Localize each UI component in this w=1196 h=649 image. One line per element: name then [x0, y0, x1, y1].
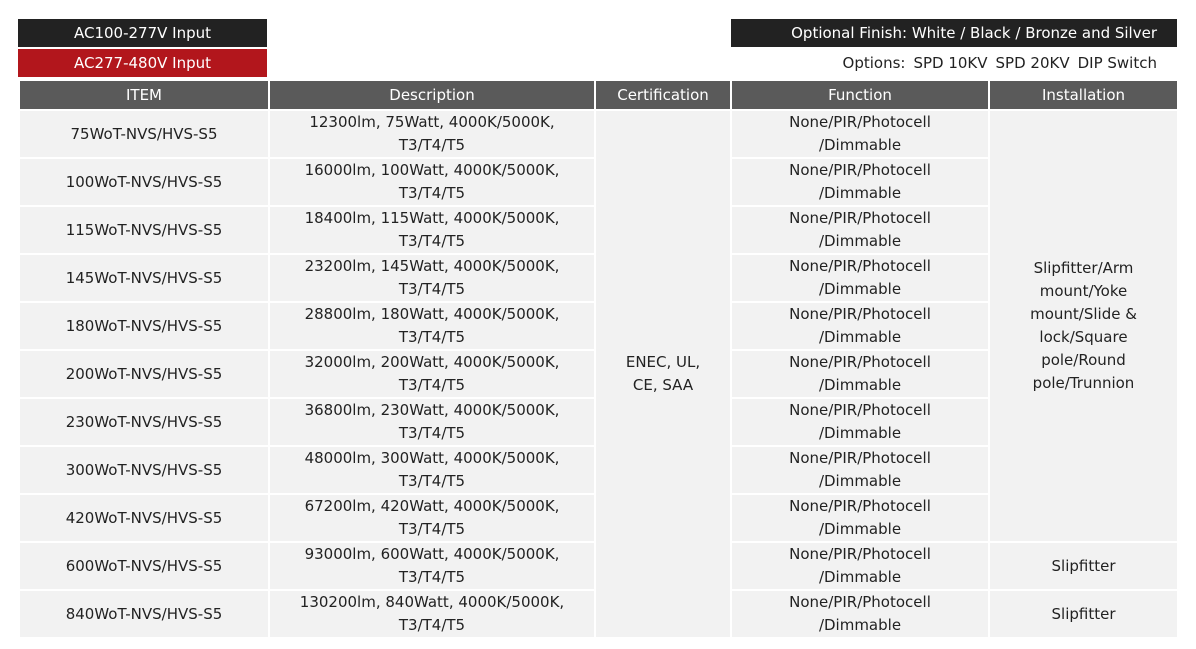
certification-line: ENEC, UL,	[625, 353, 701, 371]
description-line: 28800lm, 180Watt, 4000K/5000K,	[304, 305, 560, 323]
function-line: None/PIR/Photocell	[789, 449, 931, 467]
description-cell	[269, 398, 595, 446]
description-line: 12300lm, 75Watt, 4000K/5000K,	[309, 113, 555, 131]
description-cell	[269, 542, 595, 590]
function-cell	[731, 254, 989, 302]
function-line: None/PIR/Photocell	[789, 545, 931, 563]
description-line: T3/T4/T5	[398, 568, 466, 586]
table-header-row	[19, 80, 1178, 110]
function-line: None/PIR/Photocell	[789, 497, 931, 515]
description-line: 48000lm, 300Watt, 4000K/5000K,	[304, 449, 560, 467]
description-line: T3/T4/T5	[398, 616, 466, 634]
function-line: /Dimmable	[818, 424, 902, 442]
item-cell: 300WoT-NVS/HVS-S5	[19, 446, 269, 494]
description-line: 67200lm, 420Watt, 4000K/5000K,	[304, 497, 560, 515]
item-cell: 840WoT-NVS/HVS-S5	[19, 590, 269, 638]
function-line: None/PIR/Photocell	[789, 113, 931, 131]
item-cell: 100WoT-NVS/HVS-S5	[19, 158, 269, 206]
function-cell	[731, 446, 989, 494]
installation-cell: Slipfitter	[989, 590, 1178, 638]
description-cell	[269, 158, 595, 206]
function-cell	[731, 110, 989, 158]
description-line: T3/T4/T5	[398, 280, 466, 298]
function-line: /Dimmable	[818, 568, 902, 586]
description-line: T3/T4/T5	[398, 520, 466, 538]
options-label: Options:	[842, 54, 906, 72]
header-certification: Certification	[595, 80, 731, 110]
certification-cell	[595, 110, 731, 638]
function-line: None/PIR/Photocell	[789, 161, 931, 179]
function-line: None/PIR/Photocell	[789, 353, 931, 371]
item-cell: 230WoT-NVS/HVS-S5	[19, 398, 269, 446]
description-line: 16000lm, 100Watt, 4000K/5000K,	[304, 161, 560, 179]
function-line: /Dimmable	[818, 520, 902, 538]
description-line: T3/T4/T5	[398, 472, 466, 490]
item-cell: 145WoT-NVS/HVS-S5	[19, 254, 269, 302]
function-line: /Dimmable	[818, 184, 902, 202]
installation-line: pole/Trunnion	[1032, 374, 1135, 392]
input-badge-ac100-277: AC100-277V Input	[18, 19, 267, 47]
function-line: /Dimmable	[818, 136, 902, 154]
option-dip-switch: DIP Switch	[1077, 54, 1157, 72]
description-line: T3/T4/T5	[398, 232, 466, 250]
table-row	[19, 110, 1178, 158]
installation-line: Slipfitter/Arm	[1033, 259, 1134, 277]
description-cell	[269, 494, 595, 542]
function-cell	[731, 590, 989, 638]
optional-finish-bar: Optional Finish: White / Black / Bronze and Silver	[731, 19, 1177, 47]
item-cell: 200WoT-NVS/HVS-S5	[19, 350, 269, 398]
option-spd-10kv: SPD 10KV	[913, 54, 988, 72]
options-line	[731, 49, 1177, 77]
description-line: T3/T4/T5	[398, 424, 466, 442]
description-line: T3/T4/T5	[398, 184, 466, 202]
item-cell: 600WoT-NVS/HVS-S5	[19, 542, 269, 590]
option-spd-20kv: SPD 20KV	[995, 54, 1070, 72]
description-line: T3/T4/T5	[398, 328, 466, 346]
input-badge-ac277-480: AC277-480V Input	[18, 49, 267, 77]
description-cell	[269, 206, 595, 254]
function-line: None/PIR/Photocell	[789, 209, 931, 227]
item-cell: 420WoT-NVS/HVS-S5	[19, 494, 269, 542]
function-line: /Dimmable	[818, 280, 902, 298]
description-cell	[269, 254, 595, 302]
function-cell	[731, 158, 989, 206]
header-item: ITEM	[19, 80, 269, 110]
header-installation: Installation	[989, 80, 1178, 110]
installation-line: lock/Square	[1039, 328, 1128, 346]
description-cell	[269, 590, 595, 638]
installation-line: mount/Slide &	[1030, 305, 1137, 323]
description-cell	[269, 350, 595, 398]
product-spec-table	[18, 79, 1179, 639]
function-cell	[731, 206, 989, 254]
item-cell: 180WoT-NVS/HVS-S5	[19, 302, 269, 350]
header-function: Function	[731, 80, 989, 110]
installation-line: mount/Yoke	[1039, 282, 1128, 300]
function-cell	[731, 542, 989, 590]
description-line: 32000lm, 200Watt, 4000K/5000K,	[304, 353, 560, 371]
function-line: /Dimmable	[818, 328, 902, 346]
description-line: 23200lm, 145Watt, 4000K/5000K,	[304, 257, 560, 275]
function-line: /Dimmable	[818, 472, 902, 490]
description-line: 93000lm, 600Watt, 4000K/5000K,	[304, 545, 560, 563]
function-line: None/PIR/Photocell	[789, 305, 931, 323]
function-line: /Dimmable	[818, 616, 902, 634]
description-cell	[269, 446, 595, 494]
description-line: 130200lm, 840Watt, 4000K/5000K,	[299, 593, 565, 611]
header-description: Description	[269, 80, 595, 110]
description-cell	[269, 110, 595, 158]
installation-group-cell	[989, 110, 1178, 542]
function-cell	[731, 494, 989, 542]
item-cell: 75WoT-NVS/HVS-S5	[19, 110, 269, 158]
function-line: None/PIR/Photocell	[789, 401, 931, 419]
function-line: /Dimmable	[818, 376, 902, 394]
function-cell	[731, 302, 989, 350]
function-line: None/PIR/Photocell	[789, 257, 931, 275]
certification-line: CE, SAA	[632, 376, 694, 394]
installation-line: pole/Round	[1041, 351, 1126, 369]
description-line: 18400lm, 115Watt, 4000K/5000K,	[304, 209, 560, 227]
function-line: /Dimmable	[818, 232, 902, 250]
function-cell	[731, 350, 989, 398]
item-cell: 115WoT-NVS/HVS-S5	[19, 206, 269, 254]
function-line: None/PIR/Photocell	[789, 593, 931, 611]
description-line: T3/T4/T5	[398, 136, 466, 154]
description-line: 36800lm, 230Watt, 4000K/5000K,	[304, 401, 560, 419]
description-cell	[269, 302, 595, 350]
description-line: T3/T4/T5	[398, 376, 466, 394]
function-cell	[731, 398, 989, 446]
installation-cell: Slipfitter	[989, 542, 1178, 590]
